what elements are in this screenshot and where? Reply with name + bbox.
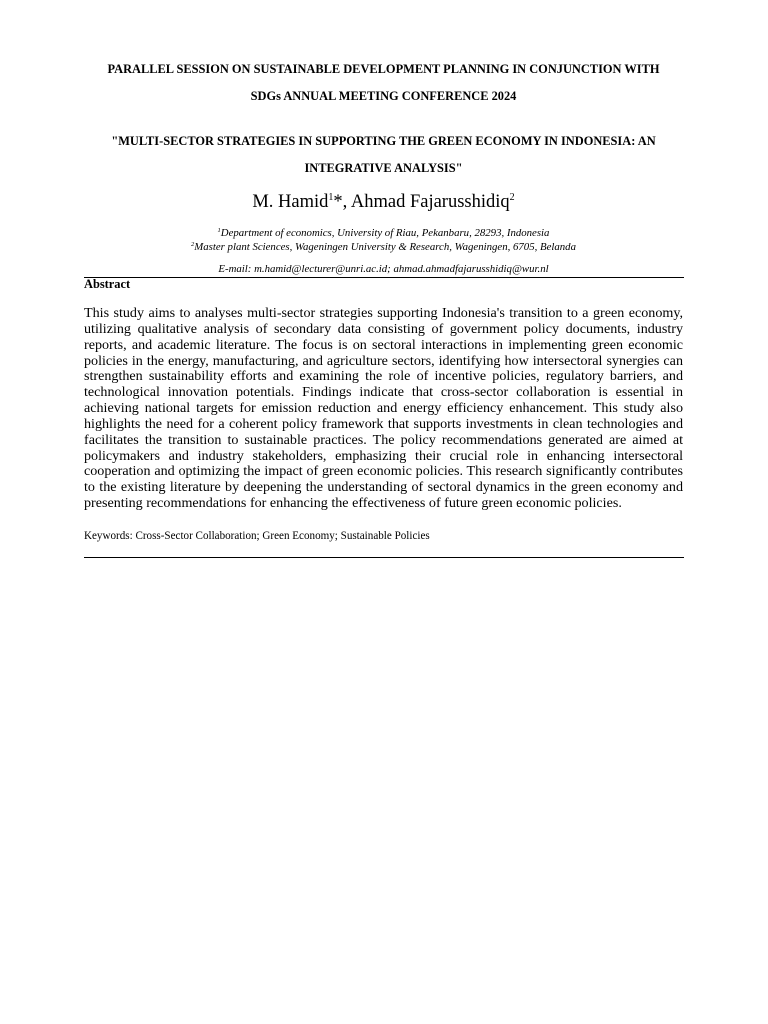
paper-title-line-1: "MULTI-SECTOR STRATEGIES IN SUPPORTING THE GREEN ECONOMY IN INDONESIA: AN: [111, 134, 656, 148]
contact-email: E-mail: m.hamid@lecturer@unri.ac.id; ahmad.ahmadfajarusshidiq@wur.nl: [218, 263, 549, 275]
abstract-body: This study aims to analyses multi-sector strategies supporting Indonesia's transition to a green economy, utilizing qualitative analysis of secondary data consisting of government policy documents, industry reports, and academic literature. The focus is on sectoral interactions in implementing green economic policies in the energy, manufacturing, and agriculture sectors, identifying how intersectoral synergies can strengthen sustainability efforts and examining the role of incentive policies, regulatory barriers, and technological innovation potentials. Findings indicate that cross-sector collaboration is essential in achieving national targets for emission reduction and energy efficiency enhancement. This study also highlights the need for a coherent policy framework that supports investments in clean technologies and facilitates the transition to sustainable practices. The policy recommendations generated are aimed at policymakers and industry stakeholders, emphasizing their crucial role in enhancing intersectoral cooperation and optimizing the impact of green economic policies. This research significantly contributes to the existing literature by deepening the understanding of sectoral dynamics in the green economy and presenting recommendations for enhancing the effectiveness of future green economic policies.: [84, 305, 683, 512]
affiliation-text: Master plant Sciences, Wageningen University & Research, Wageningen, 6705, Belanda: [194, 241, 576, 253]
affiliation-number: 1: [217, 227, 221, 234]
header-divider: [84, 277, 684, 278]
author-affiliation-mark: 2: [509, 192, 515, 203]
corresponding-author-mark: *,: [333, 192, 351, 212]
paper-title-line-2: INTEGRATIVE ANALYSIS": [304, 161, 463, 175]
affiliation-2: [84, 241, 683, 253]
author-affiliation-mark: 1: [328, 192, 334, 203]
conference-title-line-1: PARALLEL SESSION ON SUSTAINABLE DEVELOPMENT PLANNING IN CONJUNCTION WITH: [107, 62, 660, 76]
author-name: M. Hamid: [252, 192, 329, 212]
affiliation-number: 2: [191, 241, 195, 248]
keywords: Keywords: Cross-Sector Collaboration; Green Economy; Sustainable Policies: [84, 530, 430, 542]
abstract-heading: Abstract: [84, 277, 131, 291]
affiliation-1: [84, 227, 683, 239]
footer-divider: [84, 557, 684, 558]
conference-title-line-2: SDGs ANNUAL MEETING CONFERENCE 2024: [250, 89, 517, 103]
author-name: Ahmad Fajarusshidiq: [350, 192, 510, 212]
affiliation-text: Department of economics, University of Riau, Pekanbaru, 28293, Indonesia: [220, 227, 550, 239]
author-list: [84, 192, 683, 213]
